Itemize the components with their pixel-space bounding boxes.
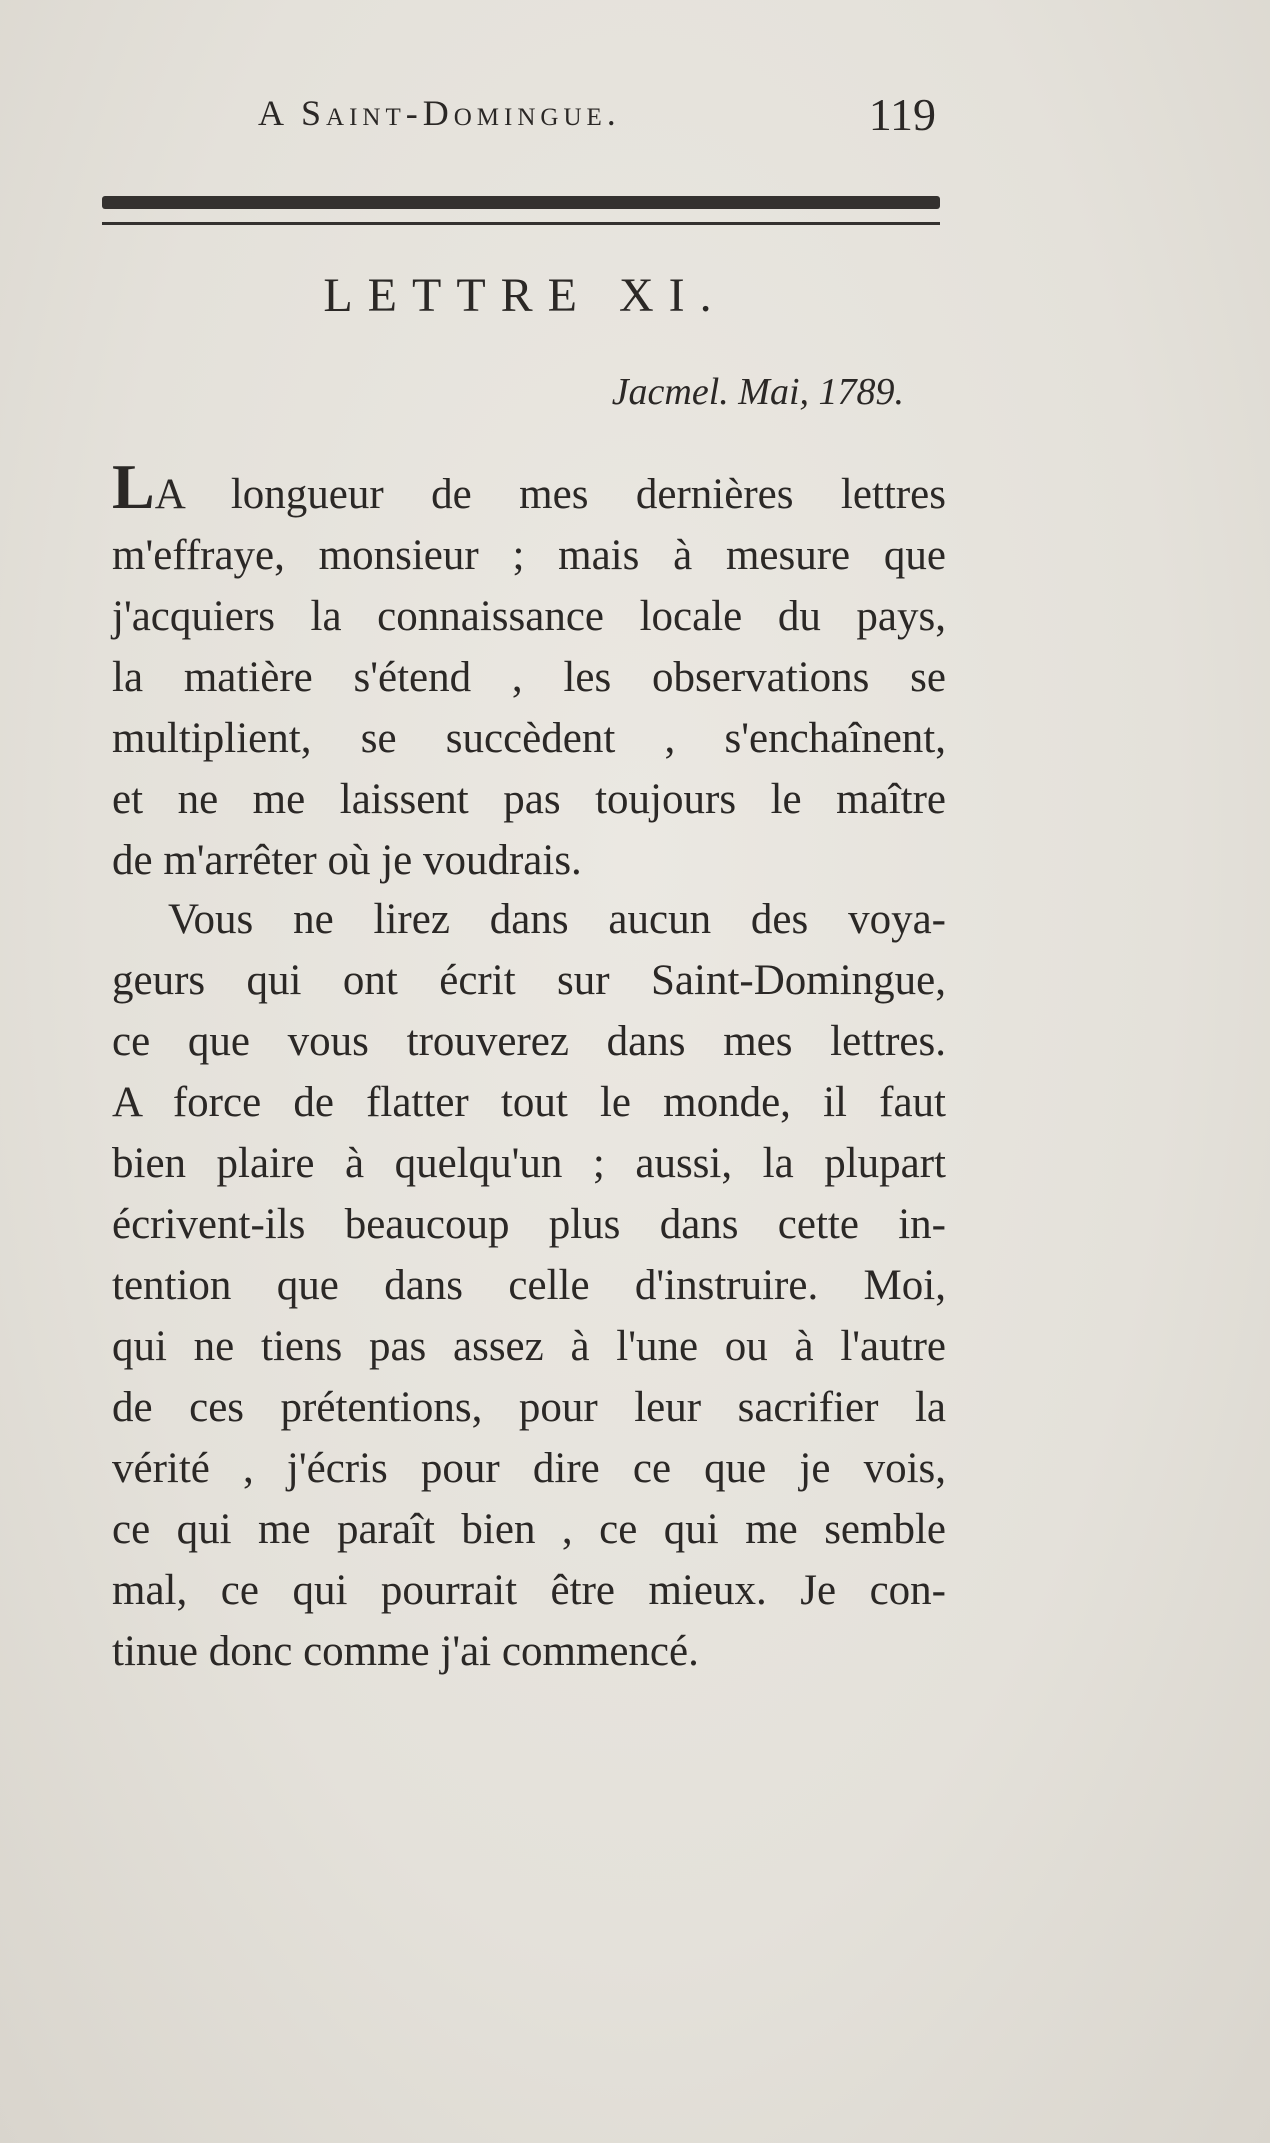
text-line: A force de flatter tout le monde, il faut — [112, 1079, 946, 1126]
text-line: j'acquiers la connaissance locale du pays, — [112, 593, 946, 640]
text-line: de ces prétentions, pour leur sacrifier la — [112, 1384, 946, 1431]
text-line: tention que dans celle d'instruire. Moi, — [112, 1262, 946, 1309]
paragraph-2 — [112, 889, 946, 1682]
text-line: de m'arrêter où je voudrais. — [112, 837, 582, 884]
running-head-title: A Saint-Domingue. — [258, 93, 621, 133]
text-line: écrivent-ils beaucoup plus dans cette in- — [112, 1201, 946, 1248]
text-line: bien plaire à quelqu'un ; aussi, la plupart — [112, 1140, 946, 1187]
page-number: 119 — [868, 89, 936, 140]
text-line: et ne me laissent pas toujours le maître — [112, 776, 946, 823]
text-line: mal, ce qui pourrait être mieux. Je con- — [112, 1567, 946, 1614]
text-line — [112, 451, 946, 525]
text-line: vérité , j'écris pour dire ce que je vois, — [112, 1445, 946, 1492]
text-line: ce qui me paraît bien , ce qui me semble — [112, 1506, 946, 1553]
text-line: Vous ne lirez dans aucun des voya- — [168, 896, 946, 943]
drop-cap: L — [112, 451, 155, 522]
text-line: tinue donc comme j'ai commencé. — [112, 1628, 699, 1675]
ornamental-rule-thin — [102, 222, 940, 225]
letter-heading: LETTRE XI. — [323, 269, 727, 322]
text-line: qui ne tiens pas assez à l'une ou à l'autre — [112, 1323, 946, 1370]
text-line: m'effraye, monsieur ; mais à mesure que — [112, 532, 946, 579]
line-text: A longueur de mes dernières lettres — [154, 471, 946, 518]
dateline: Jacmel. Mai, 1789. — [611, 371, 904, 413]
ornamental-rule-thick — [102, 196, 940, 209]
paragraph-1 — [112, 451, 946, 891]
text-line: geurs qui ont écrit sur Saint-Domingue, — [112, 957, 946, 1004]
running-head — [258, 88, 944, 148]
text-line: ce que vous trouverez dans mes lettres. — [112, 1018, 946, 1065]
text-line: multiplient, se succèdent , s'enchaînent, — [112, 715, 946, 762]
text-line: la matière s'étend , les observations se — [112, 654, 946, 701]
